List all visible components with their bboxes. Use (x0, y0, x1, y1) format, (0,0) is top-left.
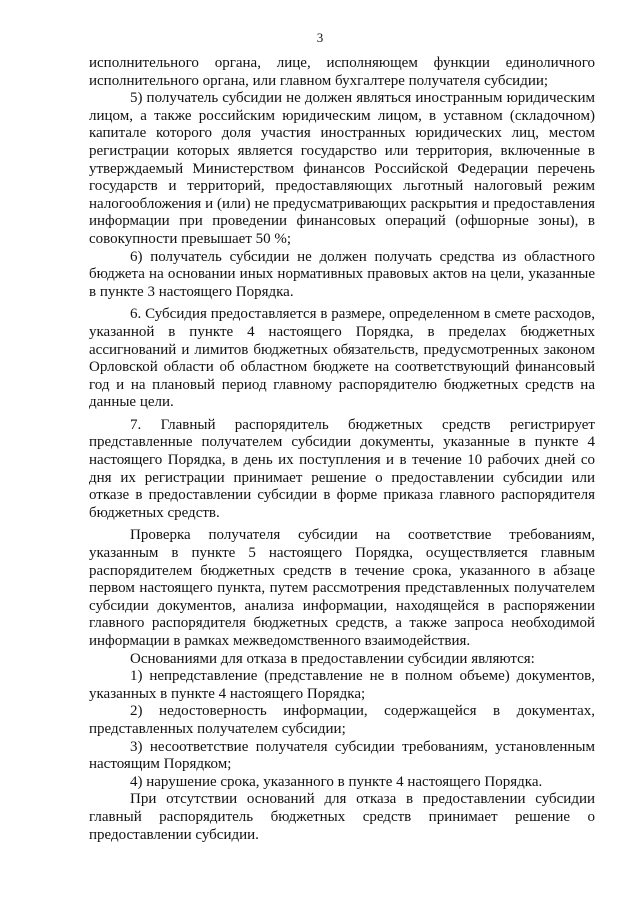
paragraph: 6) получатель субсидии не должен получать средства из областного бюджета на основании иных нормативных правовых актов на цели, указанные в пункте 3 настоящего Порядка. (89, 248, 595, 300)
paragraph: 7. Главный распорядитель бюджетных средств регистрирует представленные получателем субсидии документы, указанные в пункте 4 настоящего Порядка, в день их поступления и в течение 10 рабочих дней со дня их регистрации принимает решение о предоставлении субсидии или отказе в предоставлении субсидии в форме приказа главного распорядителя бюджетных средств. (89, 416, 595, 521)
paragraph: 6. Субсидия предоставляется в размере, определенном в смете расходов, указанной в пункте 4 настоящего Порядка, в пределах бюджетных ассигнований и лимитов бюджетных обязательств, предусмотренных законом Орловской области об областном бюджете на соответствующий финансовый год и на плановый период главному распорядителю бюджетных средств на данные цели. (89, 306, 595, 411)
paragraph: Проверка получателя субсидии на соответствие требованиям, указанным в пункте 5 настоящего Порядка, осуществляется главным распорядителем бюджетных средств в течение срока, указанного в абзаце первом настоящего пункта, путем рассмотрения представленных получателем субсидии документов, анализа информации, находящейся в распоряжении главного распорядителя бюджетных средств, а также запроса необходимой информации в рамках межведомственного взаимодействия. (89, 527, 595, 649)
paragraph: Основаниями для отказа в предоставлении субсидии являются: (130, 650, 535, 667)
paragraph: 2) недостоверность информации, содержащейся в документах, представленных получателем субсидии; (89, 703, 595, 737)
page-number: 3 (316, 30, 324, 45)
document-body (89, 55, 595, 844)
paragraph: 5) получатель субсидии не должен являться иностранным юридическим лицом, а также российским юридическим лицом, в уставном (складочном) капитале которого доля участия иностранных юридических лиц, местом регистрации которых является государство или территория, включенные в утверждаемый Министерством финансов Российской Федерации перечень государств и территорий, предоставляющих льготный налоговый режим налогообложения и (или) не предусматривающих раскрытия и предоставления информации при проведении финансовых операций (офшорные зоны), в совокупности превышает 50 %; (89, 90, 595, 247)
paragraph: 4) нарушение срока, указанного в пункте 4 настоящего Порядка. (130, 773, 543, 790)
paragraph: исполнительного органа, лице, исполняющем функции единоличного исполнительного органа, или главном бухгалтере получателя субсидии; (89, 55, 595, 89)
paragraph: 3) несоответствие получателя субсидии требованиям, установленным настоящим Порядком; (89, 738, 595, 773)
paragraph: При отсутствии оснований для отказа в предоставлении субсидии главный распорядитель бюджетных средств принимает решение о предоставлении субсидии. (89, 791, 595, 843)
paragraph: 1) непредставление (представление не в полном объеме) документов, указанных в пункте 4 настоящего Порядка; (89, 668, 595, 702)
